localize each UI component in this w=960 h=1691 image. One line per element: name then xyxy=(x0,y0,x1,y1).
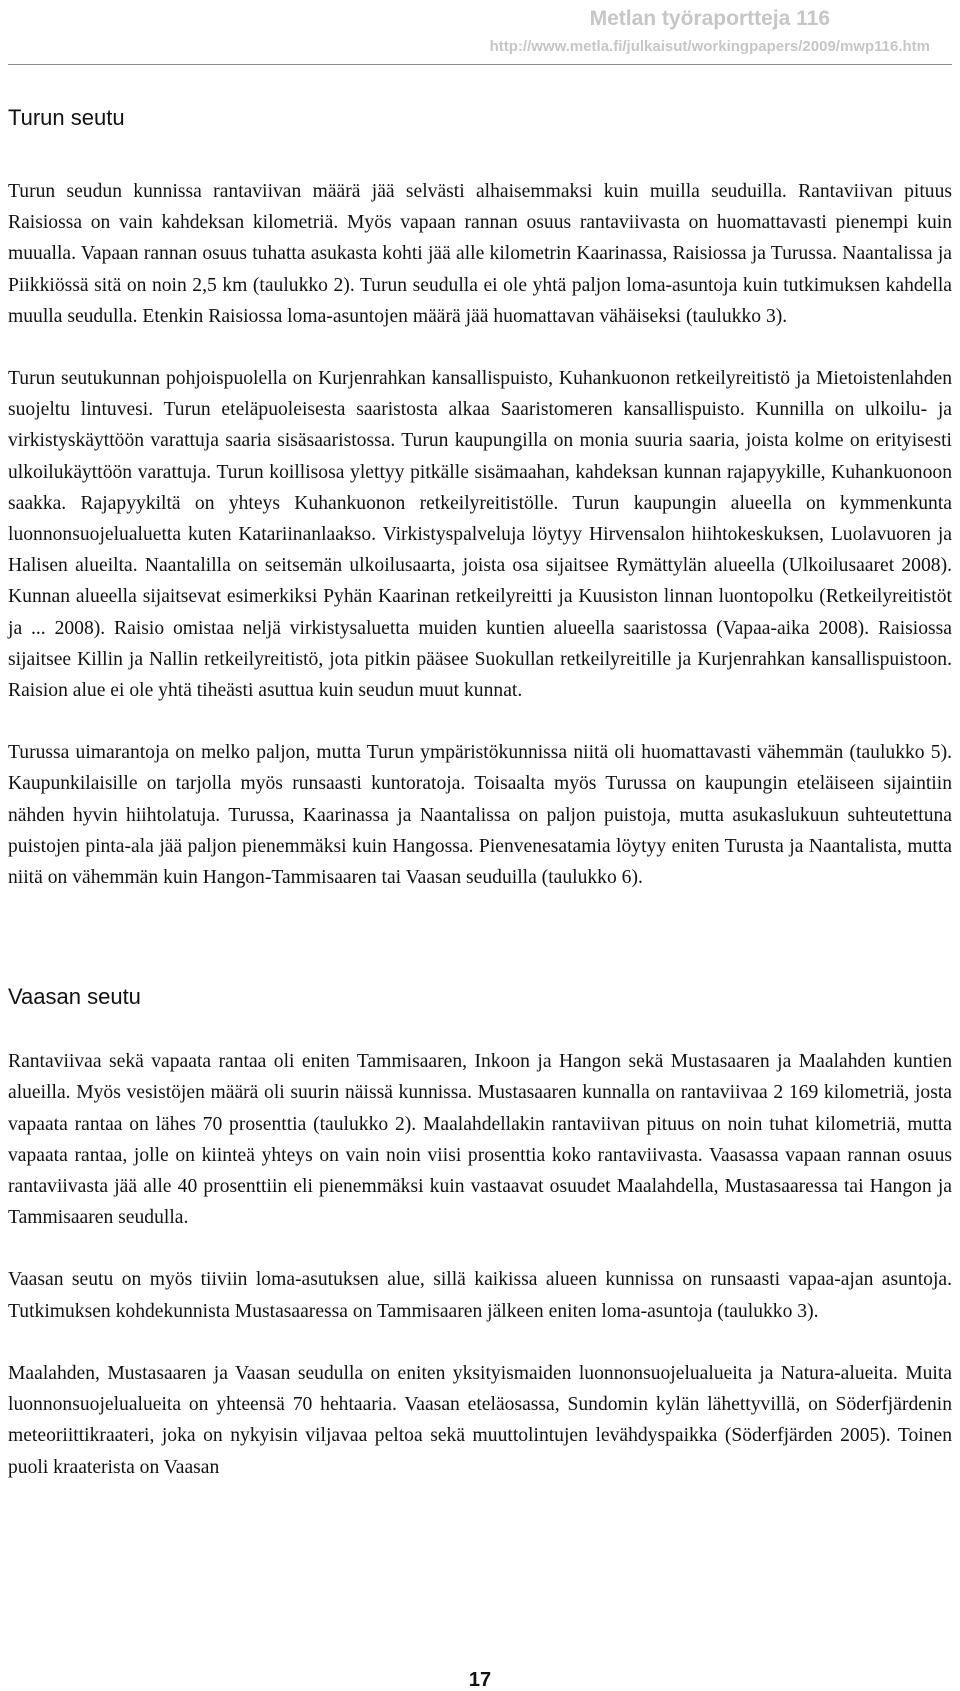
section-heading-turun-seutu: Turun seutu xyxy=(8,105,125,130)
main-content xyxy=(8,104,952,1483)
paragraph: Rantaviivaa sekä vapaata rantaa oli eniten Tammisaaren, Inkoon ja Hangon sekä Mustasaaren ja Maalahden kuntien alueilla. Myös vesistöjen määrä oli suurin näissä kunnissa. Mustasaaren kunnalla on rantaviivaa 2 169 kilometriä, josta vapaata rantaa on lähes 70 prosenttia (taulukko 2). Maalahdellakin rantaviivan pituus on noin tuhat kilometriä, mutta vapaata rantaa, jolle on kiinteä yhteys on vain noin viisi prosenttia koko rantaviivasta. Vaasassa vapaan rannan osuus rantaviivasta jää alle 40 prosenttiin eli pienemmäksi kuin vastaavat osuudet Maalahdella, Mustasaaressa tai Hangon ja Tammisaaren seudulla. xyxy=(8,1051,952,1229)
paragraph: Maalahden, Mustasaaren ja Vaasan seudulla on eniten yksityismaiden luonnonsuojelualueita ja Natura-alueita. Muita luonnonsuojelualueita on yhteensä 70 hehtaaria. Vaasan eteläosassa, Sundomin kylän lähettyvillä, on Söderfjärdenin meteoriittikraateri, joka on nykyisin viljavaa peltoa sekä muuttolintujen levähdyspaikka (Söderfjärden 2005). Toinen puoli kraaterista on Vaasan xyxy=(8,1362,952,1478)
paragraph: Turun seutukunnan pohjoispuolella on Kurjenrahkan kansallispuisto, Kuhankuonon retkeilyreitistö ja Mietoistenlahden suojeltu lintuvesi. Turun eteläpuoleisesta saaristosta alkaa Saaristomeren kansallispuisto. Kunnilla on ulkoilu- ja virkistyskäyttöön varattuja saaria sisäsaaristossa. Turun kaupungilla on monia suuria saaria, joista kolme on erityisesti ulkoilukäyttöön varattuja. Turun koillisosa ylettyy pitkälle sisämaahan, kahdeksan kunnan rajapyykille, Kuhankuonoon saakka. Rajapyykiltä on yhteys Kuhankuonon retkeilyreitistölle. Turun kaupungin alueella on kymmenkunta luonnonsuojelualuetta kuten Katariinanlaakso. Virkistyspalveluja löytyy Hirvensalon hiihtokeskuksen, Luolavuoren ja Halisen alueilta. Naantalilla on seitsemän ulkoilusaarta, joista osa sijaitsee Rymättylän alueella (Ulkoilusaaret 2008). Kunnan alueella sijaitsevat esimerkiksi Pyhän Kaarinan retkeilyreitti ja Kuusiston linnan luontopolku (Retkeilyreitistöt ja ... 2008). Raisio omistaa neljä virkistysaluetta muiden kuntien alueella saaristossa (Vapaa-aika 2008). Raisiossa sijaitsee Killin ja Nallin retkeilyreitistö, jota pitkin pääsee Suokullan retkeilyreitille ja Kurjenrahkan kansallispuistoon. Raision alue ei ole yhtä tiheästi asuttua kuin seudun muut kunnat. xyxy=(8,368,952,702)
page-number: 17 xyxy=(468,1669,492,1691)
series-title: Metlan työraportteja 116 xyxy=(589,7,831,30)
publication-url[interactable]: http://www.metla.fi/julkaisut/workingpapers/2009/mwp116.htm xyxy=(489,38,930,55)
header-divider xyxy=(8,64,952,65)
paragraph: Vaasan seutu on myös tiiviin loma-asutuksen alue, sillä kaikissa alueen kunnissa on runsaasti vapaa-ajan asuntoja. Tutkimuksen kohdekunnista Mustasaaressa on Tammisaaren jälkeen eniten loma-asuntoja (taulukko 3). xyxy=(8,1269,952,1322)
paragraph: Turun seudun kunnissa rantaviivan määrä jää selvästi alhaisemmaksi kuin muilla seuduilla. Rantaviivan pituus Raisiossa on vain kahdeksan kilometriä. Myös vapaan rannan osuus rantaviivasta on huomattavasti pienempi kuin muualla. Vapaan rannan osuus tuhatta asukasta kohti jää alle kilometrin Kaarinassa, Raisiossa ja Turussa. Naantalissa ja Piikkiössä sitä on noin 2,5 km (taulukko 2). Turun seudulla ei ole yhtä paljon loma-asuntoja kuin tutkimuksen kahdella muulla seudulla. Etenkin Raisiossa loma-asuntojen määrä jää huomattavan vähäiseksi (taulukko 3). xyxy=(8,181,952,327)
page-header xyxy=(490,6,930,57)
section-heading-vaasan-seutu: Vaasan seutu xyxy=(8,984,141,1010)
paragraph: Turussa uimarantoja on melko paljon, mutta Turun ympäristökunnissa niitä oli huomattavasti vähemmän (taulukko 5). Kaupunkilaisille on tarjolla myös runsaasti kuntoratoja. Toisaalta myös Turussa on kaupungin eteläiseen sijaintiin nähden hyvin hiihtolatuja. Turussa, Kaarinassa ja Naantalissa on paljon puistoja, mutta asukaslukuun suhteutettuna puistojen pinta-ala jää paljon pienemmäksi kuin Hangossa. Pienvenesatamia löytyy eniten Turusta ja Naantalista, mutta niitä on vähemmän kuin Hangon-Tammisaaren tai Vaasan seuduilla (taulukko 6). xyxy=(8,742,952,889)
